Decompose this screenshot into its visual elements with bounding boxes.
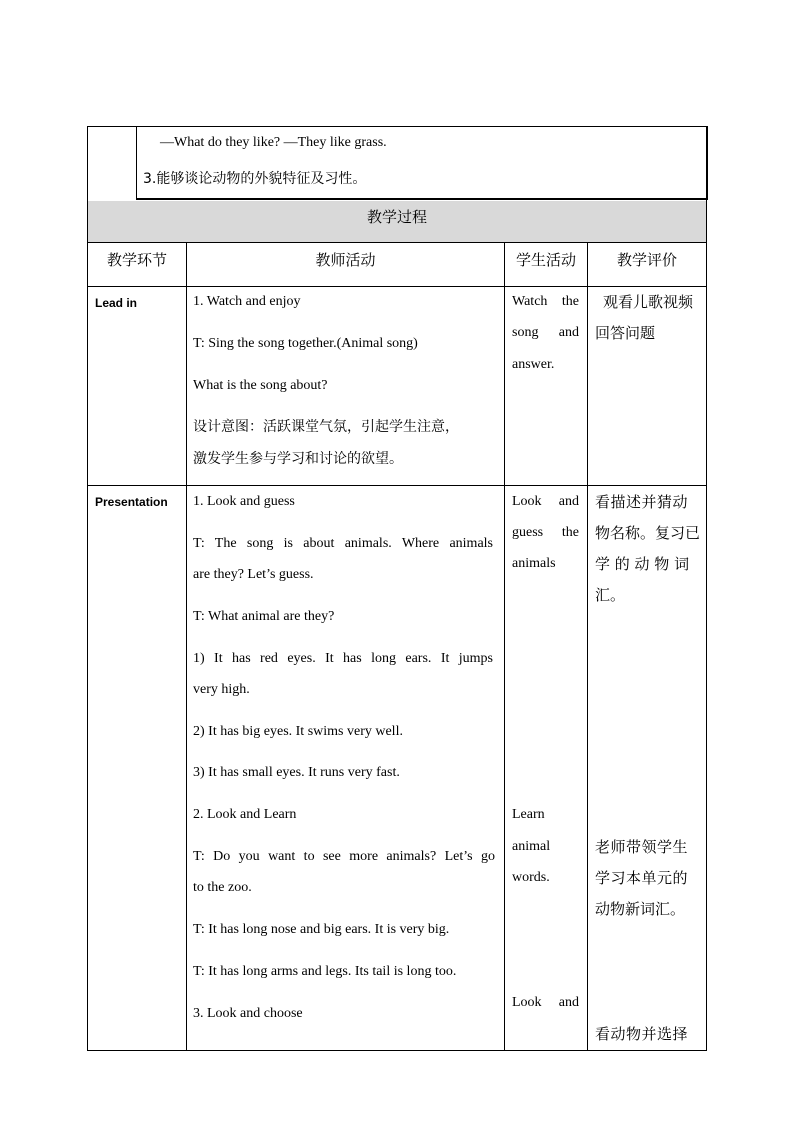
table-border-right bbox=[706, 200, 707, 1051]
header-stage: 教学环节 bbox=[106, 251, 167, 269]
header-row-bottom bbox=[87, 286, 707, 287]
top-box-border-left bbox=[87, 126, 88, 200]
objective-dialogue: —What do they like? —They like grass. bbox=[160, 135, 387, 150]
top-box-divider bbox=[136, 126, 137, 200]
presentation-evaluation-line: 学 的 动 物 词 bbox=[595, 555, 690, 573]
leadin-teacher-line: 1. Watch and enjoy bbox=[193, 294, 301, 309]
presentation-teacher-line: are they? Let’s guess. bbox=[193, 567, 314, 582]
presentation-teacher-line: 2. Look and Learn bbox=[193, 807, 297, 822]
leadin-evaluation-line: 回答问题 bbox=[595, 324, 656, 342]
top-box-border-bottom bbox=[136, 198, 708, 200]
presentation-evaluation-line: 看动物并选择 bbox=[595, 1025, 689, 1043]
presentation-student-line: animals bbox=[512, 556, 556, 571]
presentation-student-line: Learn bbox=[512, 807, 545, 822]
presentation-teacher-line: T: It has long arms and legs. Its tail is long too. bbox=[193, 964, 457, 979]
presentation-teacher-line: 2) It has big eyes. It swims very well. bbox=[193, 724, 403, 739]
leadin-student-line: Watch the bbox=[512, 294, 579, 309]
leadin-teacher-line: T: Sing the song together.(Animal song) bbox=[193, 336, 418, 351]
presentation-student-line: words. bbox=[512, 870, 550, 885]
col-divider-1 bbox=[186, 242, 187, 1051]
header-student-activity: 学生活动 bbox=[515, 251, 576, 269]
row-leadin-bottom bbox=[87, 485, 707, 486]
top-box-border-top bbox=[87, 126, 708, 127]
section-title: 教学过程 bbox=[366, 208, 427, 226]
presentation-teacher-line: 1) It has red eyes. It has long ears. It jumps bbox=[193, 651, 493, 666]
presentation-teacher-line: 3. Look and choose bbox=[193, 1006, 303, 1021]
presentation-evaluation-line: 学习本单元的 bbox=[595, 869, 689, 887]
presentation-teacher-line: T: What animal are they? bbox=[193, 609, 335, 624]
objective-3: 3.能够谈论动物的外貌特征及习性。 bbox=[143, 171, 367, 187]
presentation-teacher-line: 3) It has small eyes. It runs very fast. bbox=[193, 765, 400, 780]
top-box-border-right bbox=[706, 126, 708, 200]
header-teacher-activity: 教师活动 bbox=[315, 251, 376, 269]
presentation-student-line: animal bbox=[512, 839, 551, 854]
col-divider-3 bbox=[587, 242, 588, 1051]
presentation-evaluation-line: 老师带领学生 bbox=[595, 838, 689, 856]
leadin-design-intent: 设计意图：活跃课堂气氛，引起学生注意， bbox=[193, 419, 459, 435]
leadin-student-line: song and bbox=[512, 325, 579, 340]
presentation-evaluation-line: 汇。 bbox=[595, 586, 626, 604]
presentation-student-line: Look and bbox=[512, 995, 579, 1010]
leadin-evaluation-line: 观看儿歌视频 bbox=[603, 293, 694, 311]
leadin-design-intent: 激发学生参与学习和讨论的欲望。 bbox=[193, 451, 403, 467]
presentation-student-line: Look and bbox=[512, 494, 579, 509]
presentation-teacher-line: T: It has long nose and big ears. It is very big. bbox=[193, 922, 450, 937]
header-evaluation: 教学评价 bbox=[616, 251, 677, 269]
stage-presentation: Presentation bbox=[95, 495, 168, 509]
table-border-bottom bbox=[87, 1050, 707, 1051]
leadin-teacher-line: What is the song about? bbox=[193, 378, 328, 393]
presentation-evaluation-line: 物名称。复习已 bbox=[595, 524, 701, 542]
stage-lead-in: Lead in bbox=[95, 296, 138, 310]
presentation-teacher-line: T: Do you want to see more animals? Let’s go bbox=[193, 849, 495, 864]
presentation-teacher-line: 1. Look and guess bbox=[193, 494, 295, 509]
presentation-teacher-line: very high. bbox=[193, 682, 250, 697]
leadin-student-line: answer. bbox=[512, 357, 555, 372]
presentation-evaluation-line: 看描述并猜动 bbox=[595, 493, 689, 511]
table-border-left bbox=[87, 200, 88, 1051]
presentation-evaluation-line: 动物新词汇。 bbox=[595, 900, 686, 918]
presentation-teacher-line: to the zoo. bbox=[193, 880, 252, 895]
presentation-student-line: guess the bbox=[512, 525, 579, 540]
col-divider-2 bbox=[504, 242, 505, 1051]
title-bar-bottom bbox=[87, 242, 707, 243]
presentation-teacher-line: T: The song is about animals. Where animals bbox=[193, 536, 493, 551]
